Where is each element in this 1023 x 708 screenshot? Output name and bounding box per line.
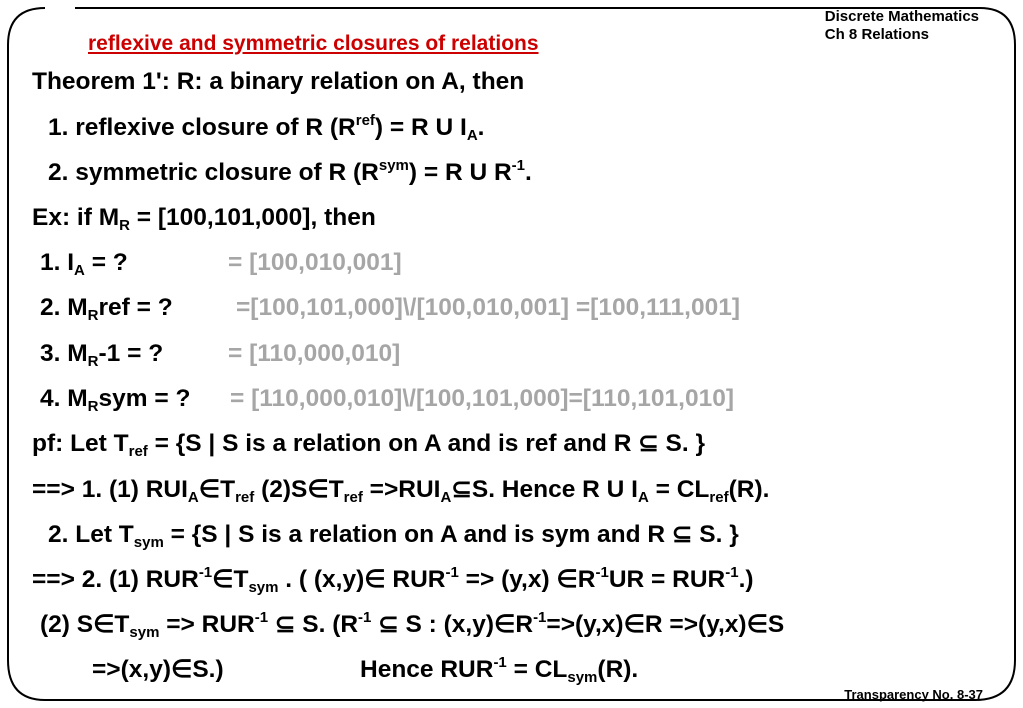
theorem-item-1: 1. reflexive closure of R $(R^{ref}) = R$ U $I_A$.	[48, 112, 485, 144]
slide-title: reflexive and symmetric closures of relations	[88, 32, 539, 55]
example-a1: = [100,010,001]	[228, 249, 402, 276]
example-a4: = [110,000,010]\/[100,101,000]=[110,101,010]	[230, 385, 735, 412]
theorem-item-2: 2. symmetric closure of R $(R^{sym}) = R$ U $R^{-1}$.	[48, 157, 532, 186]
theorem-line: Theorem 1': R: a binary relation on A, then	[32, 68, 525, 95]
chapter-name: Ch 8 Relations	[824, 26, 929, 43]
example-a2: =[100,101,000]\/[100,010,001] =[100,111,001]	[236, 294, 741, 321]
example-q3: 3. $M_R-1$ = ?	[40, 340, 164, 370]
transparency-number: Transparency No. 8-37	[844, 687, 983, 702]
proof-line-2: ==> 1. (1) $RUI_A\in T_{ref}$ $(2)S\in T_{ref}$ $=>RUI_A⊆S$. Hence R U $I_A = CL_{ref}(R)$.	[32, 476, 770, 506]
example-a3: = [110,000,010]	[228, 340, 401, 367]
proof-line-4: ==> 2. (1) $RUR^{-1}\in T_{sym}$ . ( (x,y)∈ $RUR^{-1} => (y,x)$ $\in R^{-1}UR = RUR^{-1}$.)	[32, 564, 754, 596]
proof-line-6a: =>(x,y)∈S.)	[92, 656, 224, 683]
example-q4: 4. $M_Rsym$ = ?	[40, 385, 191, 415]
example-q1: 1. $I_A$ = ?	[40, 249, 128, 279]
proof-line-6b: Hence $RUR^{-1} = CL_{sym}(R)$.	[360, 654, 639, 686]
example-line: Ex: if $M_R = [100,101,000]$, then	[32, 204, 376, 234]
proof-line-5: (2) $S\in T_{sym} => RUR^{-1}$ ⊆ S. ($R^{-1}$ ⊆ S : $(x,y)\in R^{-1}=>(y,x)\in R$ =>(y,x)∈S	[40, 609, 785, 641]
example-q2: 2. $M_Rref$ = ?	[40, 294, 173, 324]
proof-line-1: pf: Let $T_{ref} = \{S$ | S is a relation on A and is ref and R ⊆ S. }	[32, 430, 706, 460]
slide-header	[825, 8, 979, 44]
proof-line-3: 2. Let $T_{sym} = \{S$ | S is a relation on A and is sym and R ⊆ S. }	[48, 521, 739, 551]
course-name: Discrete Mathematics	[824, 8, 979, 25]
